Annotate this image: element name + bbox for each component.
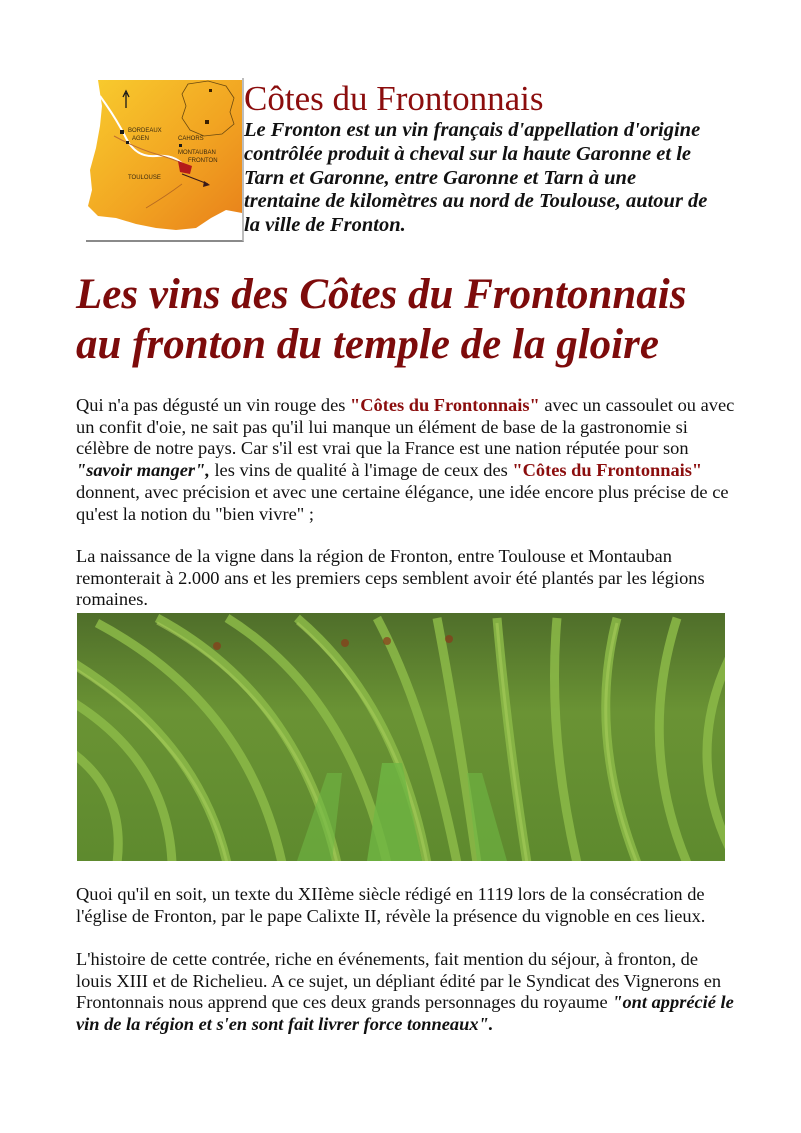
main-title-line-1: Les vins des Côtes du Frontonnais: [76, 271, 687, 318]
emphasis-quote: "ont apprécié le vin de la région et s'en sont fait livrer force tonneaux".: [76, 992, 734, 1035]
section-title: Côtes du Frontonnais: [244, 79, 544, 118]
paragraph-2: La naissance de la vigne dans la région de Fronton, entre Toulouse et Montauban remonterait à 2.000 ans et les premiers ceps semblent avoir été plantés par les légions romaines.: [76, 546, 705, 610]
text-run: avec un cassoulet ou avec un confit d'oie, ne sait pas qu'il lui manque un élément de base de la gastronomie si célèbre de notre pays. Car s'il est vrai que la France est une nation réputée pour son: [76, 395, 735, 459]
paragraph-1: [76, 395, 736, 525]
paragraph-3: Quoi qu'il en soit, un texte du XIIème siècle rédigé en 1119 lors de la consécration de l'église de Fronton, par le pape Calixte II, révèle la présence du vignoble en ces lieux.: [76, 884, 706, 926]
text-run: les vins de qualité à l'image de ceux des: [209, 460, 513, 481]
text-run: L'histoire de cette contrée, riche en événements, fait mention du séjour, à fronton, de louis XIII et de Richelieu. A ce sujet, un dépliant édité par le Syndicat des Vignerons en Frontonnais nous apprend que ces deux grands personnages du royaume: [76, 949, 722, 1013]
emphasis-savoir-manger: "savoir manger",: [76, 460, 210, 481]
text-run: donnent, avec précision et avec une certaine élégance, une idée encore plus précise de ce qu'est la notion du "bien vivre" ;: [76, 481, 729, 524]
svg-text:CAHORS: CAHORS: [178, 136, 204, 142]
highlight-appellation: "Côtes du Frontonnais": [512, 460, 703, 481]
vineyard-illustration: [77, 613, 725, 861]
intro-text: Le Fronton est un vin français d'appellation d'origine contrôlée produit à cheval sur la haute Garonne et le Tarn et Garonne, entre Garonne et Tarn à une trentaine de kilomètres au nord de Toulouse, autour de la ville de Fronton.: [244, 119, 708, 237]
svg-text:BORDEAUX: BORDEAUX: [128, 128, 162, 134]
svg-text:AGEN: AGEN: [132, 136, 150, 142]
svg-text:MONTAUBAN: MONTAUBAN: [178, 150, 216, 156]
svg-text:TOULOUSE: TOULOUSE: [128, 175, 161, 181]
region-map-image: [86, 78, 244, 242]
highlight-appellation: "Côtes du Frontonnais": [350, 395, 540, 415]
map-illustration: [86, 78, 242, 238]
svg-text:FRONTON: FRONTON: [188, 158, 218, 164]
vineyard-photo: [77, 613, 725, 861]
paragraph-4: [76, 949, 736, 1036]
main-title: [76, 270, 736, 370]
text-run: Qui n'a pas dégusté un vin rouge des: [76, 395, 351, 415]
main-title-line-2: au fronton du temple de la gloire: [76, 321, 659, 368]
intro-section: [244, 80, 714, 238]
